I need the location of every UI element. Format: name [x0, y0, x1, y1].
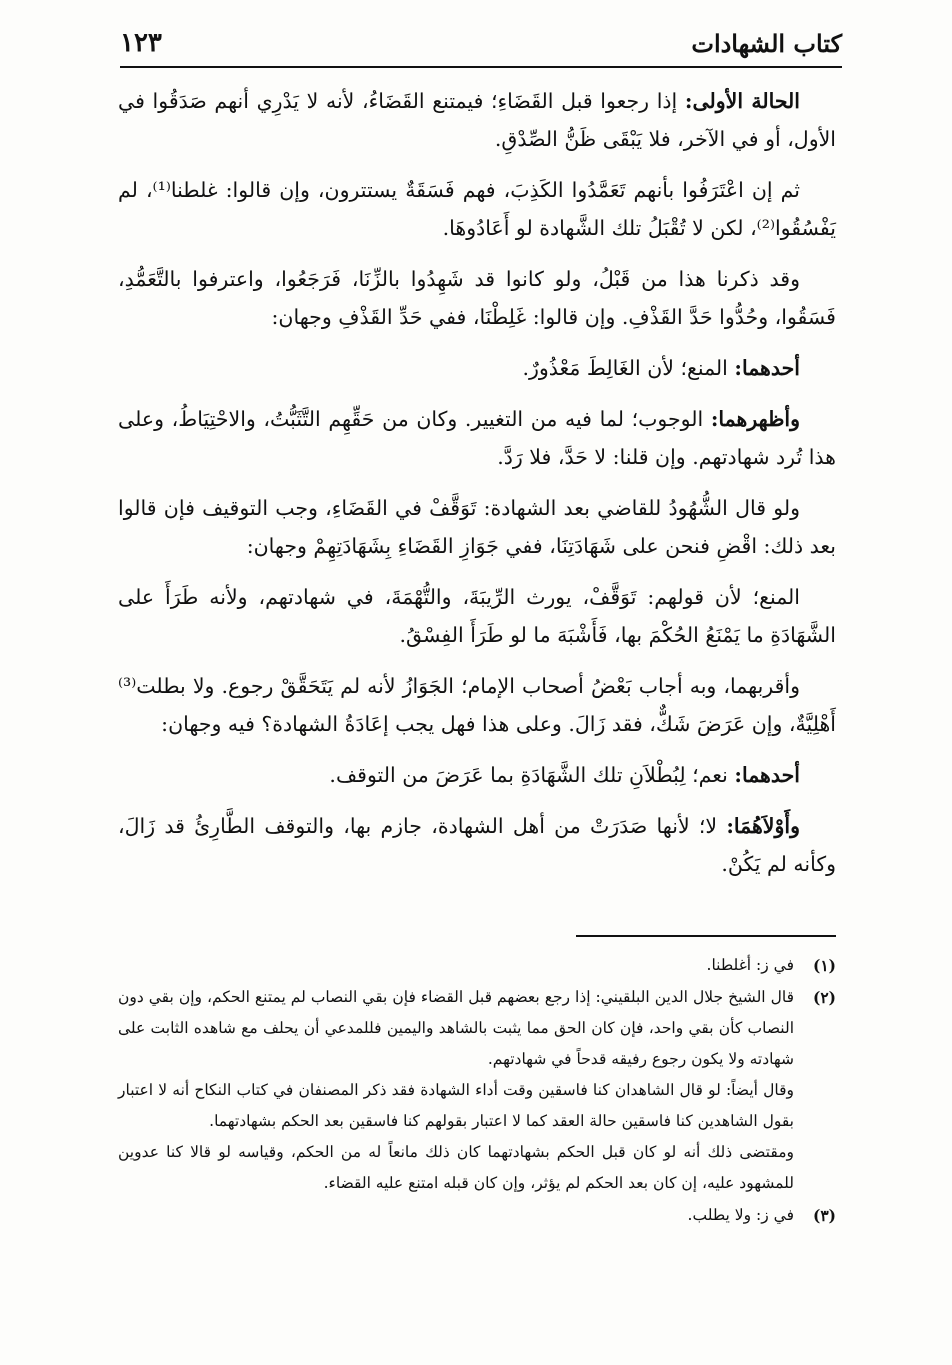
page-number: ١٢٣ [120, 28, 162, 58]
paragraph [118, 171, 836, 247]
paragraph-text: إذا رجعوا قبل القَضَاءِ؛ فيمتنع القَضَاءُ، لأنه لا يَدْرِي أنهم صَدَقُوا في الأول، أو في الآخر، فلا يَبْقَى ظَنُّ الصِّدْقِ. [118, 89, 836, 151]
paragraph [118, 578, 836, 654]
paragraph [118, 489, 836, 565]
footnotes [118, 950, 836, 1232]
paragraph [118, 667, 836, 743]
paragraph-text: لا؛ لأنها صَدَرَتْ من أهل الشهادة، جازم بها، والتوقف الطَّارِئُ قد زَالَ، وكأنه لم يَكُنْ. [118, 814, 836, 876]
footnote-text: في ز: ولا يطلب. [687, 1206, 794, 1224]
main-text [118, 82, 836, 896]
paragraph-text: ولو قال الشُّهُودُ للقاضي بعد الشهادة: تَوَقَّفْ في القَضَاءِ، وجب التوقيف فإن قالوا بعد ذلك: اقْضِ فنحن على شَهَادَتِنَا، ففي جَوَازِ القَضَاءِ بِشَهَادَتِهِمْ وجهان: [118, 496, 836, 558]
page-header [120, 28, 842, 68]
paragraph-lead: أحدهما: [734, 763, 800, 787]
footnote-text: في ز: أغلطنا. [706, 956, 794, 974]
paragraph-lead: الحالة الأولى: [684, 89, 800, 113]
paragraph [118, 400, 836, 476]
footnote [118, 950, 836, 981]
paragraph [118, 82, 836, 158]
paragraph-text: وأقربهما، وبه أجاب بَعْضُ أصحاب الإمام؛ الجَوَازُ لأنه لم يَتَحَقَّقْ رجوع. ولا بطلت⁽³⁾ أَهْلِيَّةٌ، وإن عَرَضَ شَكٌّ، فقد زَالَ. وعلى هذا فهل يجب إعَادَةُ الشهادة؟ فيه وجهان: [118, 674, 836, 736]
paragraph [118, 756, 836, 794]
footnote-number: (٣) [812, 1206, 836, 1225]
paragraph-text: الوجوب؛ لما فيه من التغيير. وكان من حَقِّهِم التَّثَبُّتُ، والاحْتِيَاطُ، وعلى هذا تُرد شهادتهم. وإن قلنا: لا حَدَّ، فلا رَدَّ. [118, 407, 836, 469]
paragraph [118, 260, 836, 336]
paragraph-text: المنع؛ لأن الغَالِطَ مَعْذُورٌ. [522, 356, 735, 380]
footnote-text: ومقتضى ذلك أنه لو كان قبل الحكم بشهادتهما كان ذلك مانعاً له من الحكم، وقياسه لو قالا كنا عدوين للمشهود عليه، إن كان بعد الحكم لم يؤثر، وإن كان قبله امتنع عليه القضاء. [118, 1143, 794, 1192]
chapter-title: كتاب الشهادات [691, 29, 842, 58]
paragraph [118, 349, 836, 387]
paragraph-text: ثم إن اعْتَرَفُوا بأنهم تَعَمَّدُوا الكَذِبَ، فهم فَسَقَةٌ يستترون، وإن قالوا: غلطنا⁽¹⁾، لم يَفْسُقُوا⁽²⁾، لكن لا تُقْبَلُ تلك الشَّهادة لو أَعَادُوهَا. [118, 178, 836, 240]
footnote-text: وقال أيضاً: لو قال الشاهدان كنا فاسقين وقت أداء الشهادة فقد ذكر المصنفان في كتاب النكاح أنه لا اعتبار بقول الشاهدين كنا فاسقين حالة العقد كما لا اعتبار بقولهم كنا فاسقين بعد الحكم بشهادتهما. [118, 1081, 794, 1130]
footnote [118, 1200, 836, 1231]
footnote [118, 982, 836, 1199]
paragraph-lead: أحدهما: [734, 356, 800, 380]
footnote-divider [576, 935, 836, 937]
footnote-number: (٢) [812, 988, 836, 1007]
paragraph-lead: وأظهرهما: [710, 407, 800, 431]
paragraph [118, 807, 836, 883]
paragraph-text: وقد ذكرنا هذا من قَبْلُ، ولو كانوا قد شَهِدُوا بالزِّنَا، فَرَجَعُوا، واعترفوا بالتَّعَمُّدِ، فَسَقُوا، وحُدُّوا حَدَّ القَذْفِ. وإن قالوا: غَلِطْنَا، ففي حَدِّ القَذْفِ وجهان: [118, 267, 836, 329]
paragraph-lead: وأَوْلاَهُمَا: [726, 814, 800, 838]
footnote-text: قال الشيخ جلال الدين البلقيني: إذا رجع بعضهم قبل القضاء فإن بقي النصاب لم يمتنع الحكم، وإن بقي دون النصاب كأن بقي واحد، فإن كان الحق مما يثبت بالشاهد واليمين فللمدعي أن يحلف مع شاهده الثابت على شهادته ولا يكون رجوع رفيقه قدحاً في شهادتهم. [118, 988, 794, 1068]
paragraph-text: المنع؛ لأن قولهم: تَوَقَّفْ، يورث الرِّيبَةَ، والتُّهْمَةَ، في شهادتهم، ولأنه طَرَأَ على الشَّهَادَةِ ما يَمْنَعُ الحُكْمَ بها، فَأَشْبَهَ ما لو طَرَأَ الفِسْقُ. [118, 585, 836, 647]
footnote-number: (١) [812, 956, 836, 975]
paragraph-text: نعم؛ لِبُطْلاَنِ تلك الشَّهَادَةِ بما عَرَضَ من التوقف. [329, 763, 735, 787]
